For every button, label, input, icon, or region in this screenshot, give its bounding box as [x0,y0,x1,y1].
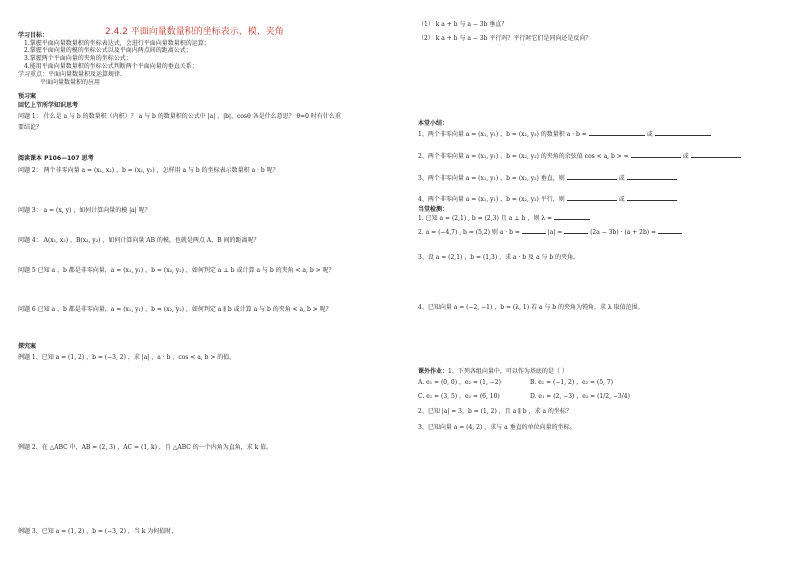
example-3: 例题 3、已知 a = (1, 2) ，b = (−3, 2) ，当 k 为何值时， [18,528,178,535]
test-1: 1. 已知 a = (2,1) , b = (2,3) 且 a ⊥ b ，则 λ = [418,215,590,223]
question-6: 问题 6 已知 a 、b 都是非零向量，a = (x₁, y₁) ，b = (x₂, y₂) ，如何判定 a ∥ b 或计算 a 与 b 的夹角 < a, b > 呢？ [18,306,332,313]
option-a: A. e₁ = (0, 0) ，e₂ = (1, −2) [418,379,501,386]
question-4: 问题 4： A(x₁, x₂) ，B(x₂, y₂) ，如何计算向量 AB 的模，也就是两点 A、B 间的距离呢？ [18,237,260,244]
goal-item: 1.掌握平面向量数量积的坐标表达式，会进行平面向量数量积的运算； [24,40,210,47]
blank[interactable] [655,135,711,136]
difficulty-line: 平面向量数量积的应用 [40,79,101,86]
blank[interactable] [658,233,682,234]
preview-heading: 预习案 [18,93,37,100]
example-1: 例题 1、已知 a = (1, 2) ，b = (−3, 2) ，求 |a| 、a · b 、cos < a, b > 的值。 [18,354,236,361]
test-3: 3、设 a = (2,1) ，b = (1,3) ，求 a · b 及 a 与 b 的夹角。 [418,254,580,261]
blank[interactable] [589,135,645,136]
test-heading: 当堂检测： [418,206,449,213]
summary-4: 4、两个非零向量 a = (x₁, y₁) ，b = (x₂, y₂) 平行，则 或 [418,196,677,204]
blank[interactable] [554,219,590,220]
option-d: D. e₁ = (2, −3) ，e₂ = (1/2, −3/4) [530,393,630,400]
review-heading: 回忆上节所学知识思考 [18,102,79,109]
homework-3: 3、已知向量 a = (4, 2) ，求与 a 垂直的单位向量的坐标。 [418,424,576,431]
question-2: 问题 2： 两个非零向量 a = (x₁, x₂) ，b = (x₂, y₂) ，怎样用 a 与 b 的坐标表示数量积 a · b 呢？ [18,167,279,174]
blank[interactable] [631,157,681,158]
goals-heading: 学习目标： [18,32,49,39]
question-1: 问题 1： 什么是 a 与 b 的数量积（内积）？ a 与 b 的数量积的公式中 |a| 、|b|、cosθ 各是什么意思？ θ=0 时有什么重 [18,113,341,120]
question-3: 问题 3： a = (x, y) ，如何计算向量的模 |a| 呢？ [18,207,151,214]
test-4: 4、已知向量 a = (−2, −1) ，b = (λ, 1) 若 a 与 b 的夹角为钝角，求 λ 取值范围。 [418,304,644,311]
example-3-part-2: （2） k a + b 与 a − 3b 平行吗？平行时它们是同向还是反向？ [418,35,592,42]
goal-item: 4.能用平面向量数量积的坐标公式判断两个平面向量的垂直关系； [24,63,198,70]
reading-note: 阅读课本 P106—107 思考 [18,155,94,162]
option-c: C. e₁ = (3, 5) ，e₂ = (6, 10) [418,393,500,400]
page-title: 2.4.2 平面向量数量积的坐标表示、模、夹角 [105,27,284,37]
summary-3: 3、两个非零向量 a = (x₁, y₁) ，b = (x₂, y₂) 垂直，则 或 [418,175,677,183]
summary-1: 1、两个非零向量 a = (x₁, y₁) ，b = (x₂, y₂) 的数量积 a · b = 或 [418,131,711,139]
question-5: 问题 5 已知 a 、b 都是非零向量，a = (x₁, y₁) ，b = (x₂, y₂) ，如何判定 a ⊥ b 或计算 a 与 b 的夹角 < a, b > 呢？ [18,267,335,274]
summary-heading: 本堂小结： [418,120,449,127]
summary-2: 2、两个非零向量 a = (x₁, y₁) ，b = (x₂, y₂) 的夹角的余弦值 cos < a, b > = 或 [418,153,741,161]
option-b: B. e₁ = (−1, 2) ，e₂ = (5, 7) [530,379,614,386]
blank[interactable] [567,200,617,201]
question-1-cont: 要结论？ [18,124,43,131]
example-3-part-1: （1） k a + b 与 a − 3b 垂直？ [418,21,508,28]
focus-line: 学习重点：平面向量数量积及运算规律. [18,71,122,78]
blank[interactable] [691,157,741,158]
homework-2: 2、已知 |a| = 3，b = (1, 2) ，且 a ∥ b ，求 a 的坐标？ [418,408,572,415]
blank[interactable] [522,233,546,234]
homework-title: 课外作业：1、下列各组向量中，可以作为基底的是（ ） [418,368,568,375]
goal-item: 2.掌握平面向量的模的坐标公式以及平面内两点间的距离公式； [24,47,192,54]
blank[interactable] [564,233,588,234]
blank[interactable] [627,200,677,201]
blank[interactable] [627,179,677,180]
test-2: 2. a = (−4,7) , b = (5,2) 则 a · b = |a| = (2a − 3b) · (a + 2b) = [418,229,682,237]
explore-heading: 探究案 [18,343,37,350]
goal-item: 3.掌握两个平面向量的夹角的坐标公式； [24,55,132,62]
example-2: 例题 2、在 △ABC 中，AB = (2, 3) ，AC = (1, k) ，且 △ABC 的一个内角为直角，求 k 值。 [18,444,273,451]
blank[interactable] [567,179,617,180]
